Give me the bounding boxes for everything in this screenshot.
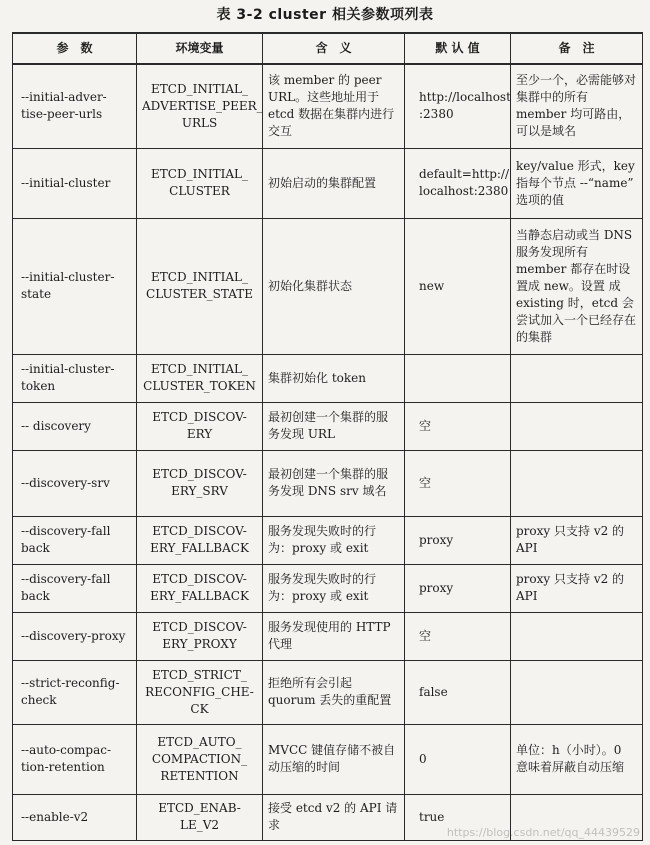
cell-env-var: ETCD_INITIAL_ CLUSTER_TOKEN [137,354,263,402]
table-row [13,148,643,218]
cell-param: --initial-cluster-token [13,354,137,402]
cell-default: http://localhost :2380 [405,64,511,148]
cell-param: --enable-v2 [13,794,137,840]
cell-meaning: 初始化集群状态 [263,218,405,354]
cell-param: --strict-reconfig-check [13,660,137,724]
table-row [13,612,643,660]
header-env-var: 环境变量 [137,33,263,64]
cell-remark: proxy 只支持 v2 的 API [511,564,643,612]
cell-meaning: 拒绝所有会引起 quorum 丢失的重配置 [263,660,405,724]
cell-remark: 单位：h（小时）。0 意味着屏蔽自动压缩 [511,724,643,794]
cell-default [405,354,511,402]
cell-remark: proxy 只支持 v2 的 API [511,516,643,564]
table-row [13,516,643,564]
cell-meaning: 最初创建一个集群的服务发现 URL [263,402,405,450]
cell-meaning: 初始启动的集群配置 [263,148,405,218]
cell-remark: key/value 形式，key 指每个节点 --“name” 选项的值 [511,148,643,218]
cell-env-var: ETCD_DISCOV-ERY_PROXY [137,612,263,660]
cell-remark [511,402,643,450]
cell-env-var: ETCD_STRICT_ RECONFIG_CHE-CK [137,660,263,724]
cell-meaning: 服务发现失败时的行为：proxy 或 exit [263,564,405,612]
table-row [13,402,643,450]
cell-remark: 至少一个，必需能够对集群中的所有 member 均可路由，可以是域名 [511,64,643,148]
cell-default: proxy [405,564,511,612]
table-row [13,450,643,516]
table-header-row [13,33,643,64]
cell-param: --initial-cluster-state [13,218,137,354]
cell-param: --initial-adver-tise-peer-urls [13,64,137,148]
cell-meaning: 服务发现失败时的行为：proxy 或 exit [263,516,405,564]
cell-default: 空 [405,402,511,450]
cell-meaning: 该 member 的 peer URL。这些地址用于 etcd 数据在集群内进行交互 [263,64,405,148]
cell-remark [511,450,643,516]
cell-env-var: ETCD_DISCOV-ERY_FALLBACK [137,516,263,564]
cell-param: -- discovery [13,402,137,450]
cell-meaning: 服务发现使用的 HTTP 代理 [263,612,405,660]
cell-env-var: ETCD_DISCOV-ERY_SRV [137,450,263,516]
cell-meaning: 集群初始化 token [263,354,405,402]
table-row [13,660,643,724]
watermark: https://blog.csdn.net/qq_44439529 [446,826,640,839]
cell-remark [511,660,643,724]
table-row [13,218,643,354]
cell-default: false [405,660,511,724]
cell-param: --auto-compac-tion-retention [13,724,137,794]
cell-default: 0 [405,724,511,794]
cell-meaning: 最初创建一个集群的服务发现 DNS srv 域名 [263,450,405,516]
cell-remark [511,354,643,402]
header-remark: 备 注 [511,33,643,64]
cluster-params-table [12,32,643,841]
cell-param: --discovery-fall back [13,516,137,564]
cell-param: --discovery-srv [13,450,137,516]
cell-remark [511,612,643,660]
table-row [13,564,643,612]
cell-param: --initial-cluster [13,148,137,218]
header-param: 参 数 [13,33,137,64]
table-row [13,724,643,794]
cell-remark: 当静态启动或当 DNS 服务发现所有 member 都存在时设置成 new。设置 成 existing 时，etcd 会尝试加入一个已经存在的集群 [511,218,643,354]
cell-param: --discovery-proxy [13,612,137,660]
cell-meaning: 接受 etcd v2 的 API 请求 [263,794,405,840]
cell-meaning: MVCC 键值存储不被自动压缩的时间 [263,724,405,794]
cell-env-var: ETCD_INITIAL_ ADVERTISE_PEER_ URLS [137,64,263,148]
cell-default: 空 [405,612,511,660]
cell-default: proxy [405,516,511,564]
cell-env-var: ETCD_ENAB-LE_V2 [137,794,263,840]
cell-default: true [405,794,511,840]
cell-default: default=http:// localhost:2380 [405,148,511,218]
cell-default: new [405,218,511,354]
table-row [13,64,643,148]
cell-env-var: ETCD_DISCOV-ERY [137,402,263,450]
cell-default: 空 [405,450,511,516]
table-row [13,354,643,402]
cell-env-var: ETCD_INITIAL_ CLUSTER_STATE [137,218,263,354]
cell-env-var: ETCD_DISCOV-ERY_FALLBACK [137,564,263,612]
header-default: 默 认 值 [405,33,511,64]
header-meaning: 含 义 [263,33,405,64]
cell-env-var: ETCD_AUTO_ COMPACTION_ RETENTION [137,724,263,794]
cell-param: --discovery-fall back [13,564,137,612]
table-caption: 表 3-2 cluster 相关参数项列表 [216,7,434,23]
cell-env-var: ETCD_INITIAL_ CLUSTER [137,148,263,218]
